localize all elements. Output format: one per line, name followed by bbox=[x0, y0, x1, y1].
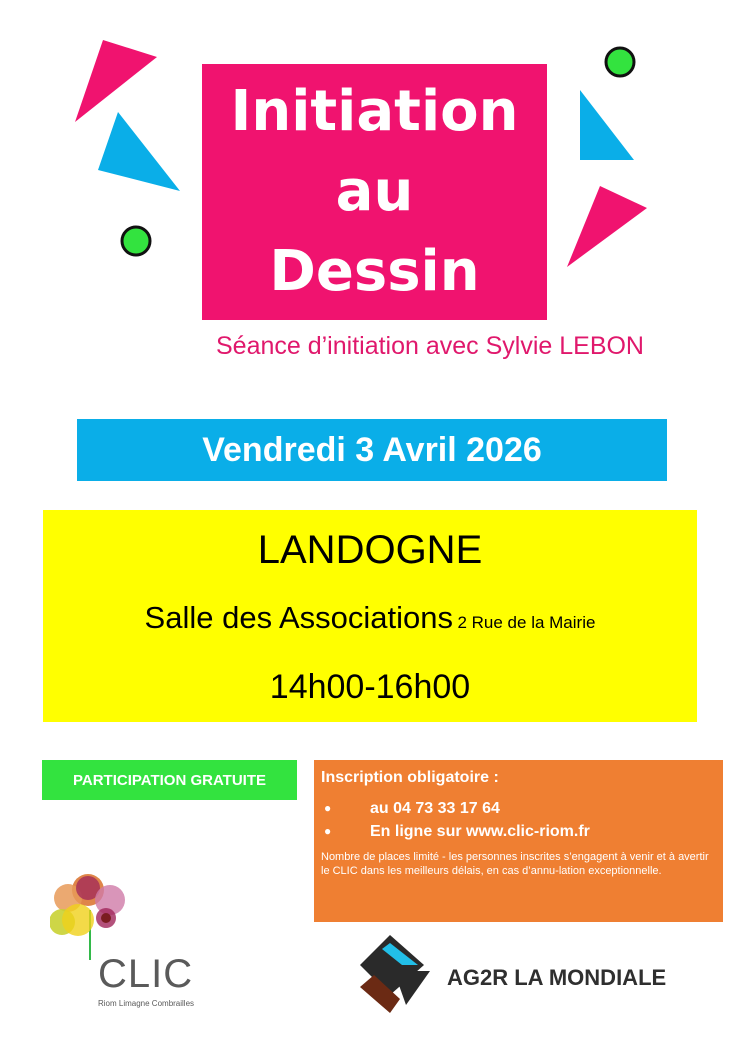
title-banner bbox=[202, 64, 547, 320]
green-dot-left bbox=[122, 227, 150, 255]
clic-subtitle: Riom Limagne Combrailles bbox=[98, 999, 195, 1008]
venue-name: Salle des Associations bbox=[144, 600, 454, 635]
event-hours: 14h00-16h00 bbox=[269, 668, 471, 706]
title-line-3: Dessin bbox=[269, 239, 480, 304]
title-line-1: Initiation bbox=[230, 79, 519, 144]
website-text: En ligne sur www.clic-riom.fr bbox=[370, 823, 590, 840]
date-banner bbox=[77, 419, 667, 481]
title-line-2: au bbox=[335, 159, 414, 224]
ag2r-logo bbox=[360, 935, 700, 1020]
pink-triangle-top-left bbox=[75, 40, 157, 122]
participation-badge bbox=[42, 760, 297, 800]
ag2r-diamond-icon bbox=[360, 935, 440, 1015]
inscription-phone bbox=[321, 797, 590, 820]
inscription-panel bbox=[314, 760, 723, 922]
event-date: Vendredi 3 Avril 2026 bbox=[202, 430, 542, 469]
bullet-icon: ● bbox=[324, 824, 332, 838]
bullet-icon: ● bbox=[324, 801, 332, 815]
clic-tree-icon bbox=[50, 870, 210, 960]
location-panel bbox=[43, 510, 697, 722]
pink-triangle-right bbox=[567, 186, 647, 267]
inscription-list bbox=[321, 797, 590, 843]
blue-triangle-left bbox=[98, 112, 180, 191]
phone-text: au 04 73 33 17 64 bbox=[370, 800, 500, 817]
venue-address: 2 Rue de la Mairie bbox=[457, 613, 596, 632]
town-name: LANDOGNE bbox=[257, 528, 483, 572]
blue-triangle-right bbox=[580, 90, 634, 160]
ag2r-name: AG2R LA MONDIALE bbox=[447, 965, 667, 990]
subtitle: Séance d’initiation avec Sylvie LEBON bbox=[215, 332, 644, 360]
inscription-note: Nombre de places limité - les personnes inscrites s’engagent à venir et à avertir le CLIC dans les meilleurs délais, en cas d’annu-lation exceptionnelle. bbox=[321, 851, 709, 877]
clic-logo bbox=[50, 870, 210, 1010]
venue-line bbox=[43, 600, 697, 636]
participation-label: PARTICIPATION GRATUITE bbox=[72, 771, 267, 789]
green-dot-right bbox=[606, 48, 634, 76]
inscription-website bbox=[321, 820, 590, 843]
clic-name: CLIC bbox=[98, 952, 194, 996]
inscription-title: Inscription obligatoire : bbox=[321, 769, 499, 786]
